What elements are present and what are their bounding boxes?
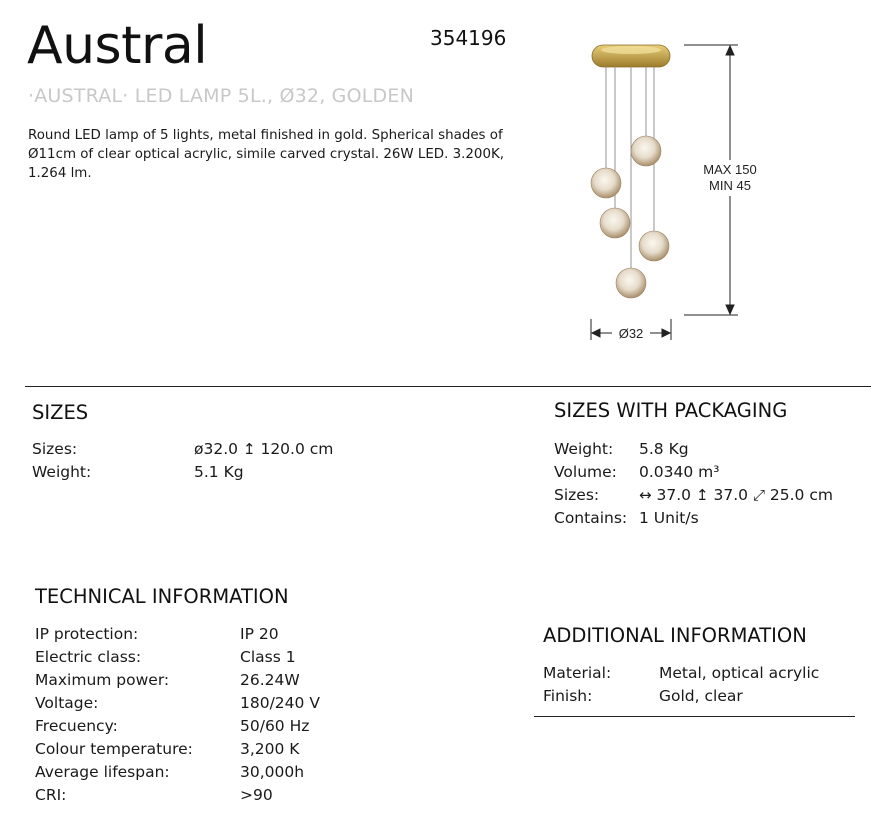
additional-value: Metal, optical acrylic (659, 664, 820, 682)
packaging-weight-value: 5.8 Kg (639, 440, 689, 458)
product-title: Austral (27, 16, 208, 76)
section-divider (25, 386, 871, 387)
technical-row (35, 646, 320, 669)
additional-table (543, 662, 819, 708)
product-subtitle: ·AUSTRAL· LED LAMP 5L., Ø32, GOLDEN (28, 85, 414, 107)
packaging-contains-row (554, 507, 833, 530)
technical-label: Electric class: (35, 648, 142, 666)
technical-value: Class 1 (240, 648, 296, 666)
technical-row (35, 738, 320, 761)
product-drawing (580, 36, 780, 346)
packaging-sizes-label: Sizes: (554, 486, 600, 504)
weight-label: Weight: (32, 463, 92, 481)
technical-table (35, 623, 320, 807)
canopy (592, 45, 670, 67)
width-arrow-icon: ↔ (639, 486, 652, 504)
technical-value: 26.24W (240, 671, 300, 689)
technical-value: IP 20 (240, 625, 279, 643)
product-description: Round LED lamp of 5 lights, metal finished in gold. Spherical shades of Ø11cm of clear optical acrylic, simile carved crystal. 26W LED. 3.200K, 1.264 lm. (28, 128, 504, 181)
technical-label: Maximum power: (35, 671, 170, 689)
height-arrow-icon: ↥ (695, 486, 709, 504)
technical-row (35, 784, 320, 807)
technical-value: 3,200 K (240, 740, 300, 758)
packaging-volume-label: Volume: (554, 463, 617, 481)
packaging-table (554, 438, 833, 530)
packaging-volume-row (554, 461, 833, 484)
technical-value: 30,000h (240, 763, 305, 781)
packaging-weight-row (554, 438, 833, 461)
additional-label: Material: (543, 664, 612, 682)
packaging-weight-label: Weight: (554, 440, 614, 458)
technical-row (35, 761, 320, 784)
sizes-label: Sizes: (32, 440, 78, 458)
technical-label: Colour temperature: (35, 740, 193, 758)
packaging-contains-label: Contains: (554, 509, 628, 527)
technical-label: Frecuency: (35, 717, 118, 735)
depth-arrow-icon: ⤢ (752, 486, 765, 504)
height-value: 120.0 cm (260, 440, 334, 458)
technical-label: Voltage: (35, 694, 99, 712)
technical-heading: TECHNICAL INFORMATION (35, 585, 289, 608)
packaging-sizes-value (639, 484, 833, 507)
technical-row (35, 623, 320, 646)
packaging-depth-value: 25.0 cm (769, 486, 833, 504)
technical-row (35, 715, 320, 738)
packaging-sizes-row (554, 484, 833, 507)
sizes-table (32, 438, 333, 484)
additional-row (543, 662, 819, 685)
product-reference: 354196 (430, 26, 507, 50)
packaging-volume-value: 0.0340 m³ (639, 463, 720, 481)
weight-row (32, 461, 333, 484)
technical-label: Average lifespan: (35, 763, 170, 781)
shades (591, 136, 669, 298)
diameter-value: ø32.0 (194, 440, 238, 458)
technical-value: 50/60 Hz (240, 717, 310, 735)
height-min-label: MIN 45 (709, 178, 751, 193)
technical-label: CRI: (35, 786, 67, 804)
sizes-row (32, 438, 333, 461)
additional-value: Gold, clear (659, 687, 743, 705)
sizes-value (194, 438, 333, 461)
technical-value: >90 (240, 786, 273, 804)
technical-value: 180/240 V (240, 694, 320, 712)
technical-label: IP protection: (35, 625, 139, 643)
additional-label: Finish: (543, 687, 593, 705)
height-arrow-icon: ↥ (242, 440, 256, 458)
technical-row (35, 669, 320, 692)
packaging-width-value: 37.0 (656, 486, 692, 504)
packaging-contains-value: 1 Unit/s (639, 509, 699, 527)
packaging-heading: SIZES WITH PACKAGING (554, 399, 788, 422)
additional-heading: ADDITIONAL INFORMATION (543, 624, 807, 647)
weight-value: 5.1 Kg (194, 463, 244, 481)
sizes-heading: SIZES (32, 401, 89, 424)
height-max-label: MAX 150 (703, 162, 757, 177)
additional-divider (534, 716, 855, 717)
additional-row (543, 685, 819, 708)
technical-row (35, 692, 320, 715)
diameter-label: Ø32 (618, 326, 644, 341)
packaging-height-value: 37.0 (713, 486, 748, 504)
